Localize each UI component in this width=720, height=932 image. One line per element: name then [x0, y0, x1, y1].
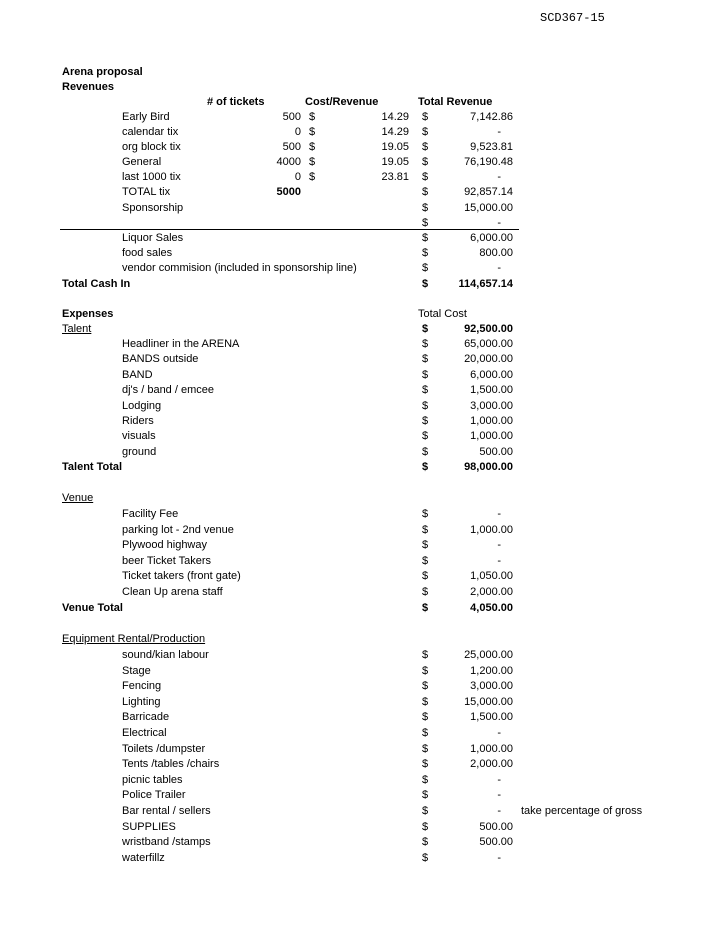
expense-item-label: Police Trailer [122, 789, 186, 802]
revenue-row-tickets: 4000 [276, 156, 301, 168]
revenue-row-label: calendar tix [122, 126, 179, 138]
expense-item-currency: $ [422, 570, 429, 583]
expense-item-label: Headliner in the ARENA [122, 338, 240, 350]
expense-item-label: Toilets /dumpster [122, 742, 206, 755]
revenue-row-label: General [122, 156, 162, 168]
revenue-row-total: - [497, 262, 501, 274]
revenue-divider [60, 229, 519, 230]
talent-total-value: 98,000.00 [464, 461, 513, 473]
expense-item-value: 1,500.00 [470, 384, 513, 397]
expense-item-value: 2,000.00 [470, 586, 513, 598]
tickets-column-header: # of tickets [207, 96, 265, 108]
revenue-row-total: 92,857.14 [464, 186, 513, 198]
revenue-row-total-currency: $ [422, 232, 429, 244]
expense-item-currency: $ [422, 586, 429, 598]
revenue-row-cost-currency: $ [309, 141, 316, 153]
revenue-row-total-currency: $ [422, 217, 429, 229]
total-tickets-value: 5000 [276, 186, 301, 198]
total-cash-label: Total Cash In [62, 278, 131, 290]
expense-item-value: 65,000.00 [464, 338, 513, 350]
revenue-row-label: org block tix [122, 141, 181, 153]
talent-section-heading: Talent [62, 323, 92, 335]
total-cost-column-header: Total Cost [418, 308, 467, 320]
expense-item-currency: $ [422, 415, 429, 427]
revenue-row-cost-currency: $ [309, 111, 316, 123]
total-revenue-column-header: Total Revenue [418, 96, 493, 108]
venue-total-label: Venue Total [62, 602, 123, 614]
expense-item-currency: $ [422, 711, 429, 724]
total-cash-currency: $ [422, 278, 429, 290]
revenue-row-cost-currency: $ [309, 126, 316, 138]
revenue-row-total: 9,523.81 [470, 141, 513, 153]
revenue-row-cost: 14.29 [381, 111, 409, 123]
expense-item-value: 1,000.00 [470, 415, 513, 427]
expense-item-value: 3,000.00 [470, 399, 513, 412]
expense-item-value: 1,050.00 [470, 570, 513, 583]
expense-item-label: Stage [122, 664, 151, 677]
revenue-row-cost: 19.05 [381, 141, 409, 153]
revenue-row-label: last 1000 tix [122, 171, 181, 183]
expense-item-label: Fencing [122, 680, 162, 693]
revenue-row-total: - [497, 126, 501, 138]
expense-item-value: - [497, 508, 501, 520]
expense-item-currency: $ [422, 727, 429, 739]
revenue-row-total: 6,000.00 [470, 232, 513, 244]
expense-item-label: SUPPLIES [122, 820, 176, 833]
revenue-row-total: 7,142.86 [470, 111, 513, 123]
expense-item-currency: $ [422, 695, 429, 708]
expense-item-label: parking lot - 2nd venue [122, 523, 234, 536]
expense-item-currency: $ [422, 353, 429, 366]
document-code: SCD367-15 [540, 11, 605, 25]
expense-item-value: 500.00 [479, 820, 513, 833]
expense-item-value: 500.00 [479, 836, 513, 849]
expense-item-currency: $ [422, 368, 429, 381]
expense-item-label: visuals [122, 430, 156, 443]
expense-item-currency: $ [422, 742, 429, 755]
expense-item-value: 1,500.00 [470, 711, 513, 724]
revenue-row-total: - [497, 217, 501, 229]
expense-item-value: 20,000.00 [464, 353, 513, 366]
expense-item-currency: $ [422, 430, 429, 443]
expense-item-label: Plywood highway [122, 539, 207, 552]
expense-item-currency: $ [422, 680, 429, 693]
venue-total-value: 4,050.00 [470, 602, 513, 614]
revenue-row-total-currency: $ [422, 247, 429, 259]
expense-item-value: - [497, 539, 501, 552]
expense-item-label: Lighting [122, 695, 161, 708]
expense-item-currency: $ [422, 384, 429, 397]
expense-item-currency: $ [422, 773, 429, 786]
expense-item-currency: $ [422, 523, 429, 536]
expense-item-value: - [497, 773, 501, 786]
revenue-row-label: Liquor Sales [122, 232, 184, 244]
expense-item-value: - [497, 727, 501, 739]
expenses-heading: Expenses [62, 308, 114, 320]
revenue-row-total-currency: $ [422, 202, 429, 214]
revenue-row-cost-currency: $ [309, 171, 316, 183]
expense-item-currency: $ [422, 851, 429, 864]
expense-item-value: - [497, 789, 501, 802]
expense-item-label: Bar rental / sellers [122, 805, 211, 817]
revenue-row-total-currency: $ [422, 126, 429, 138]
expense-item-currency: $ [422, 539, 429, 552]
expense-item-label: Facility Fee [122, 508, 179, 520]
expense-item-value: 15,000.00 [464, 695, 513, 708]
expense-item-note: take percentage of gross [521, 805, 643, 817]
revenue-row-label: vendor commision (included in sponsorship line) [122, 262, 357, 274]
talent-subtotal-value: 92,500.00 [464, 323, 513, 335]
expense-item-currency: $ [422, 836, 429, 849]
revenue-row-total-currency: $ [422, 186, 429, 198]
expense-item-currency: $ [422, 805, 429, 817]
revenue-row-tickets: 500 [282, 111, 301, 123]
expense-item-label: Ticket takers (front gate) [122, 570, 241, 583]
expense-item-label: picnic tables [122, 773, 183, 786]
expense-item-currency: $ [422, 508, 429, 520]
revenue-row-total-currency: $ [422, 171, 429, 183]
revenue-row-label: Sponsorship [122, 202, 184, 214]
expense-item-value: 2,000.00 [470, 758, 513, 771]
expense-item-label: Clean Up arena staff [122, 586, 223, 598]
venue-section-heading: Venue [62, 492, 94, 504]
expense-item-currency: $ [422, 649, 429, 661]
talent-total-label: Talent Total [62, 461, 123, 473]
expense-item-currency: $ [422, 399, 429, 412]
expense-item-label: Tents /tables /chairs [122, 758, 220, 771]
expense-item-label: BANDS outside [122, 353, 199, 366]
expense-item-label: Barricade [122, 711, 170, 724]
revenue-row-tickets: 0 [294, 171, 301, 183]
expense-item-currency: $ [422, 554, 429, 567]
expense-item-label: Electrical [122, 727, 167, 739]
expense-item-value: 1,000.00 [470, 742, 513, 755]
expense-item-currency: $ [422, 789, 429, 802]
expense-item-value: - [497, 554, 501, 567]
revenue-row-cost-currency: $ [309, 156, 316, 168]
revenue-row-tickets: 500 [282, 141, 301, 153]
expense-item-label: wristband /stamps [122, 836, 211, 849]
talent-subtotal-currency: $ [422, 323, 429, 335]
expense-item-value: 6,000.00 [470, 368, 513, 381]
expense-item-currency: $ [422, 664, 429, 677]
revenue-row-total-currency: $ [422, 262, 429, 274]
expense-item-value: 1,200.00 [470, 664, 513, 677]
expense-item-label: Lodging [122, 399, 162, 412]
expense-item-label: BAND [122, 368, 153, 381]
expense-item-currency: $ [422, 758, 429, 771]
revenues-heading: Revenues [62, 81, 114, 93]
expense-item-currency: $ [422, 338, 429, 350]
revenue-row-label: Early Bird [122, 111, 170, 123]
expense-item-label: Riders [122, 415, 154, 427]
revenue-row-total: 15,000.00 [464, 202, 513, 214]
revenue-row-total: - [497, 171, 501, 183]
expense-item-currency: $ [422, 445, 429, 458]
revenue-row-total-currency: $ [422, 156, 429, 168]
expense-item-value: 1,000.00 [470, 523, 513, 536]
revenue-row-cost: 23.81 [381, 171, 409, 183]
revenue-row-tickets: 0 [294, 126, 301, 138]
expense-item-value: 25,000.00 [464, 649, 513, 661]
revenue-row-total-currency: $ [422, 111, 429, 123]
total-cash-value: 114,657.14 [458, 278, 513, 290]
expense-item-label: sound/kian labour [122, 649, 209, 661]
talent-total-currency: $ [422, 461, 429, 473]
expense-item-label: beer Ticket Takers [122, 554, 212, 567]
expense-item-value: 500.00 [479, 445, 513, 458]
expense-item-currency: $ [422, 820, 429, 833]
revenue-row-label: TOTAL tix [122, 186, 171, 198]
document-title: Arena proposal [62, 66, 143, 78]
revenue-row-total: 800.00 [479, 247, 513, 259]
expense-item-value: - [497, 851, 501, 864]
revenue-row-total: 76,190.48 [464, 156, 513, 168]
revenue-row-cost: 19.05 [381, 156, 409, 168]
equipment-section-heading: Equipment Rental/Production [62, 633, 206, 645]
expense-item-value: 1,000.00 [470, 430, 513, 443]
expense-item-label: waterfillz [122, 851, 165, 864]
revenue-row-total-currency: $ [422, 141, 429, 153]
cost-column-header: Cost/Revenue [305, 96, 379, 108]
revenue-row-cost: 14.29 [381, 126, 409, 138]
expense-item-value: - [497, 805, 501, 817]
expense-item-label: ground [122, 445, 157, 458]
revenue-row-label: food sales [122, 247, 173, 259]
expense-item-value: 3,000.00 [470, 680, 513, 693]
venue-total-currency: $ [422, 602, 429, 614]
expense-item-label: dj's / band / emcee [122, 384, 214, 397]
